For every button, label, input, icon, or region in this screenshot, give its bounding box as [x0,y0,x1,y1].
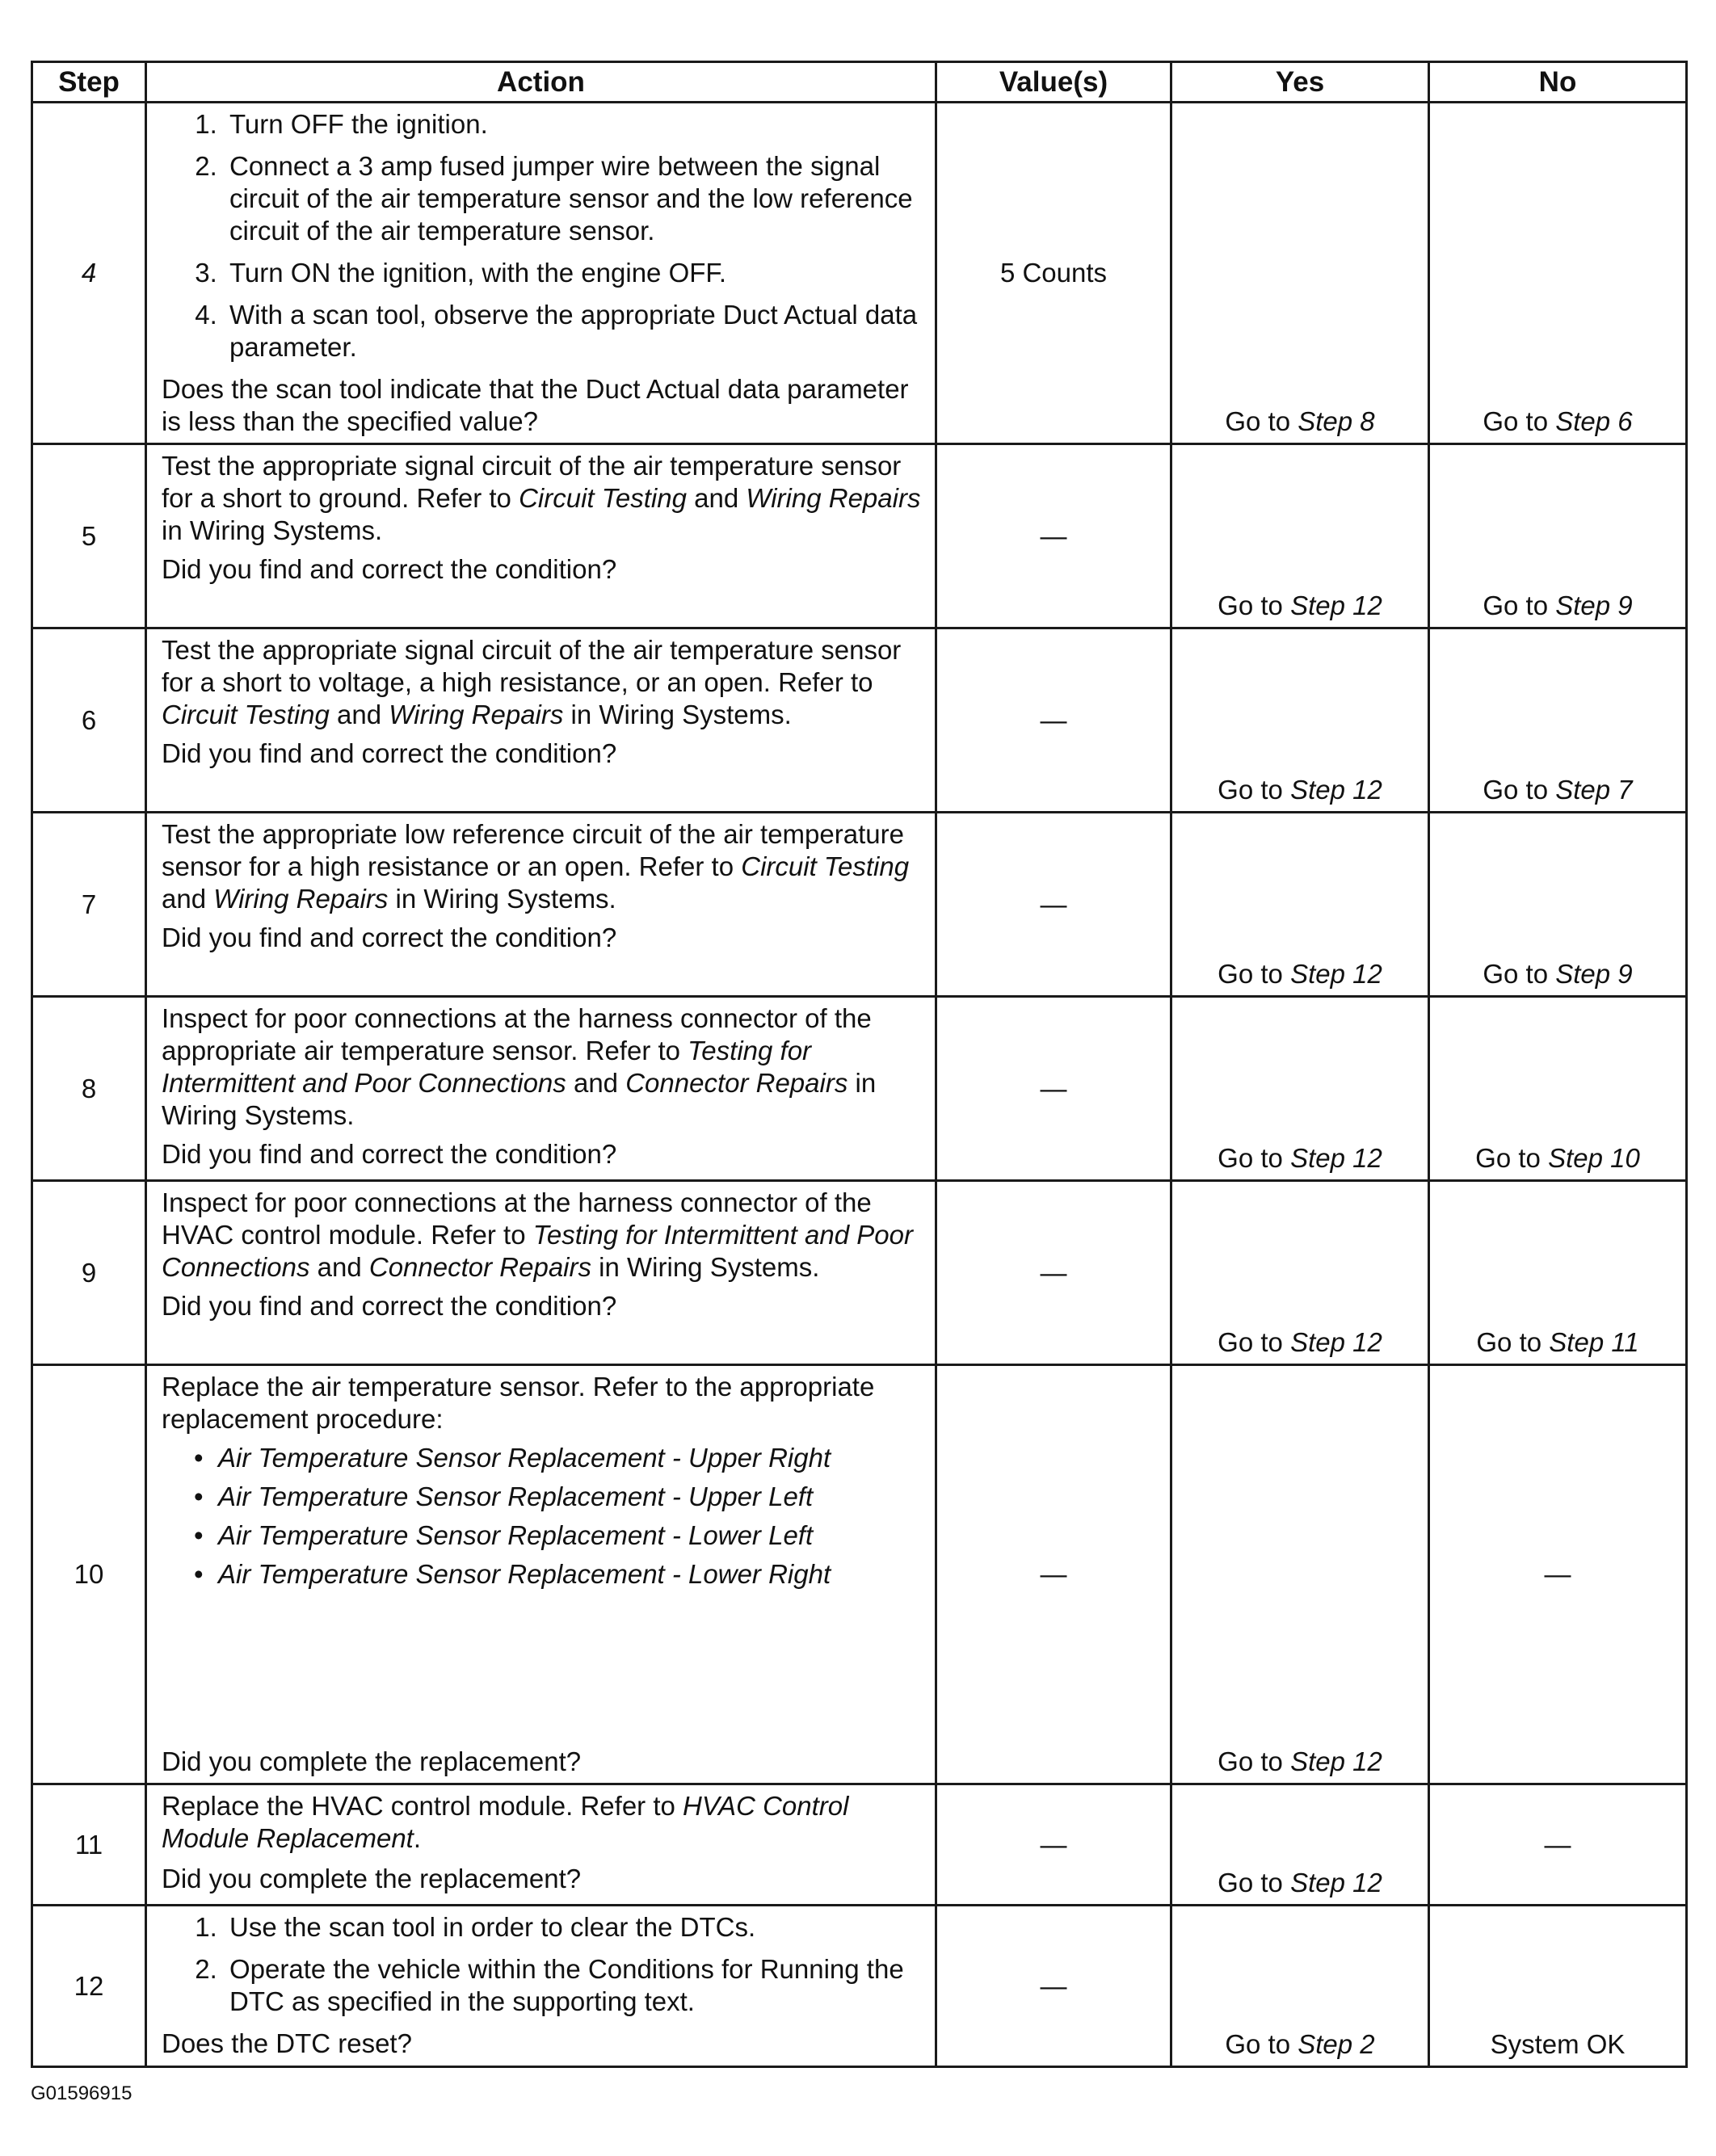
value-cell: — [936,1906,1171,2067]
numbered-steps [162,108,923,364]
yes-cell [1171,1365,1429,1784]
action-cell [146,997,936,1181]
text-run: . [413,1823,422,1853]
reference-link: Wiring Repairs [213,884,389,914]
step-number: 11 [32,1784,146,1906]
step-number: 12 [32,1906,146,2067]
step-number: 8 [32,997,146,1181]
reference-link: Connector Repairs [368,1252,591,1282]
yes-prefix: Go to [1225,406,1298,436]
table-row [32,444,1687,628]
action-cell [146,1906,936,2067]
no-prefix: Go to [1483,959,1556,989]
diagnostic-table [31,61,1688,2068]
yes-step-ref: Step 12 [1290,959,1382,989]
action-cell [146,1784,936,1906]
yes-cell [1171,628,1429,813]
step-number: 6 [32,628,146,813]
action-text [162,450,923,547]
action-cell [146,1181,936,1365]
header-row [32,62,1687,103]
reference-link: Circuit Testing [741,851,910,881]
yes-cell [1171,1181,1429,1365]
text-run: in Wiring Systems. [563,700,792,729]
bullet-list [162,1435,923,1597]
action-cell [146,813,936,997]
header-action: Action [146,62,936,103]
no-prefix: Go to [1475,1143,1549,1173]
yes-prefix: Go to [1218,1746,1291,1776]
text-run: Test the appropriate signal circuit of the air temperature sensor for a short to voltage, a high resistance, or an open. Refer to [162,635,902,697]
text-run: Inspect for poor connections at the harness connector of the appropriate air temperature sensor. Refer to [162,1003,872,1065]
yes-step-ref: Step 2 [1298,2029,1375,2059]
table-row [32,1906,1687,2067]
no-step-ref: Step 7 [1555,775,1633,805]
list-item: 1. Turn OFF the ignition. [225,108,923,141]
list-item: • Air Temperature Sensor Replacement - Upper Right [218,1442,923,1474]
action-cell [146,1365,936,1784]
action-question: Does the DTC reset? [162,2028,412,2058]
action-text [162,634,923,731]
no-cell: System OK [1429,1906,1687,2067]
yes-prefix: Go to [1218,1143,1291,1173]
text-run: and [162,884,214,914]
value-cell: 5 Counts [936,103,1171,444]
no-step-ref: Step 9 [1555,590,1633,620]
action-question: Did you find and correct the condition? [162,738,617,768]
list-item: 3. Turn ON the ignition, with the engine OFF. [225,257,923,289]
action-text [162,1187,923,1284]
text-run: and [566,1068,626,1098]
no-step-ref: Step 11 [1549,1327,1639,1357]
yes-step-ref: Step 12 [1290,1327,1382,1357]
yes-prefix: Go to [1218,959,1291,989]
action-question: Did you complete the replacement? [162,1864,582,1893]
figure-id: G01596915 [31,2082,132,2104]
no-cell [1429,628,1687,813]
step-number: 5 [32,444,146,628]
step-number: 4 [32,103,146,444]
value-cell: — [936,444,1171,628]
yes-cell [1171,813,1429,997]
no-prefix: Go to [1483,775,1556,805]
yes-cell [1171,103,1429,444]
text-run: Inspect for poor connections at the harness connector of the HVAC control module. Refer to [162,1187,872,1250]
action-cell [146,103,936,444]
action-cell [146,628,936,813]
no-step-ref: Step 10 [1548,1143,1640,1173]
action-question: Did you find and correct the condition? [162,922,617,952]
action-question: Did you complete the replacement? [162,1746,582,1776]
yes-prefix: Go to [1225,2029,1298,2059]
reference-link: Circuit Testing [162,700,330,729]
no-cell [1429,997,1687,1181]
no-cell [1429,1181,1687,1365]
action-text: Replace the air temperature sensor. Refer to the appropriate replacement procedure: [162,1372,875,1434]
text-run: Test the appropriate low reference circuit of the air temperature sensor for a high resistance or an open. Refer to [162,819,904,881]
table-row [32,103,1687,444]
step-number: 9 [32,1181,146,1365]
yes-cell [1171,1784,1429,1906]
text-run: in Wiring Systems. [162,515,383,545]
no-cell [1429,103,1687,444]
header-yes: Yes [1171,62,1429,103]
no-cell [1429,813,1687,997]
reference-link: Testing for Intermittent and Poor Connections [162,1036,812,1098]
yes-step-ref: Step 12 [1290,1143,1382,1173]
value-cell: — [936,813,1171,997]
value-cell: — [936,1784,1171,1906]
yes-prefix: Go to [1218,590,1291,620]
value-cell: — [936,1365,1171,1784]
text-run: in Wiring Systems. [388,884,616,914]
list-item: • Air Temperature Sensor Replacement - Lower Left [218,1519,923,1552]
value-cell: — [936,628,1171,813]
header-no: No [1429,62,1687,103]
reference-link: Wiring Repairs [389,700,564,729]
action-question: Did you find and correct the condition? [162,1139,617,1169]
action-question: Did you find and correct the condition? [162,1291,617,1321]
value-cell: — [936,1181,1171,1365]
no-cell: — [1429,1784,1687,1906]
yes-step-ref: Step 8 [1298,406,1375,436]
reference-link: Testing for Intermittent and Poor Connections [162,1220,913,1282]
yes-cell [1171,997,1429,1181]
yes-prefix: Go to [1218,1868,1291,1898]
step-number: 7 [32,813,146,997]
no-prefix: Go to [1483,406,1556,436]
table-row [32,813,1687,997]
text-run: Test the appropriate signal circuit of the air temperature sensor for a short to ground. Refer to [162,451,902,513]
list-item: • Air Temperature Sensor Replacement - Lower Right [218,1558,923,1591]
list-item: 2. Operate the vehicle within the Conditions for Running the DTC as specified in the supporting text. [225,1953,923,2018]
list-item: • Air Temperature Sensor Replacement - Upper Left [218,1481,923,1513]
no-step-ref: Step 9 [1555,959,1633,989]
diagnostic-table-container [31,61,1685,2068]
no-step-ref: Step 6 [1555,406,1633,436]
list-item: 2. Connect a 3 amp fused jumper wire between the signal circuit of the air temperature sensor and the low reference circuit of the air temperature sensor. [225,150,923,247]
value-cell: — [936,997,1171,1181]
no-prefix: Go to [1476,1327,1550,1357]
reference-link: Circuit Testing [519,483,687,513]
header-values: Value(s) [936,62,1171,103]
yes-step-ref: Step 12 [1290,1868,1382,1898]
step-number: 10 [32,1365,146,1784]
action-question: Does the scan tool indicate that the Duct Actual data parameter is less than the specified value? [162,374,909,436]
table-row [32,1784,1687,1906]
text-run: Replace the HVAC control module. Refer to [162,1791,683,1821]
text-run: and [309,1252,369,1282]
no-cell: — [1429,1365,1687,1784]
action-cell [146,444,936,628]
yes-step-ref: Step 12 [1290,1746,1382,1776]
table-row [32,1181,1687,1365]
action-text [162,1002,923,1132]
text-run: and [686,483,747,513]
table-row [32,1365,1687,1784]
numbered-steps [162,1911,923,2018]
table-row [32,628,1687,813]
yes-step-ref: Step 12 [1290,775,1382,805]
text-run: in Wiring Systems. [591,1252,820,1282]
list-item: 4. With a scan tool, observe the appropriate Duct Actual data parameter. [225,299,923,364]
reference-link: Wiring Repairs [746,483,921,513]
text-run: in Wiring Systems. [162,1068,877,1130]
yes-prefix: Go to [1218,1327,1291,1357]
text-run: and [329,700,389,729]
reference-link: HVAC Control Module Replacement [162,1791,849,1853]
no-cell [1429,444,1687,628]
reference-link: Connector Repairs [625,1068,848,1098]
header-step: Step [32,62,146,103]
list-item: 1. Use the scan tool in order to clear the DTCs. [225,1911,923,1944]
table-row [32,997,1687,1181]
action-text [162,818,923,915]
no-prefix: Go to [1483,590,1556,620]
action-text [162,1790,923,1855]
yes-cell [1171,1906,1429,2067]
yes-step-ref: Step 12 [1290,590,1382,620]
action-question: Did you find and correct the condition? [162,554,617,584]
yes-cell [1171,444,1429,628]
yes-prefix: Go to [1218,775,1291,805]
